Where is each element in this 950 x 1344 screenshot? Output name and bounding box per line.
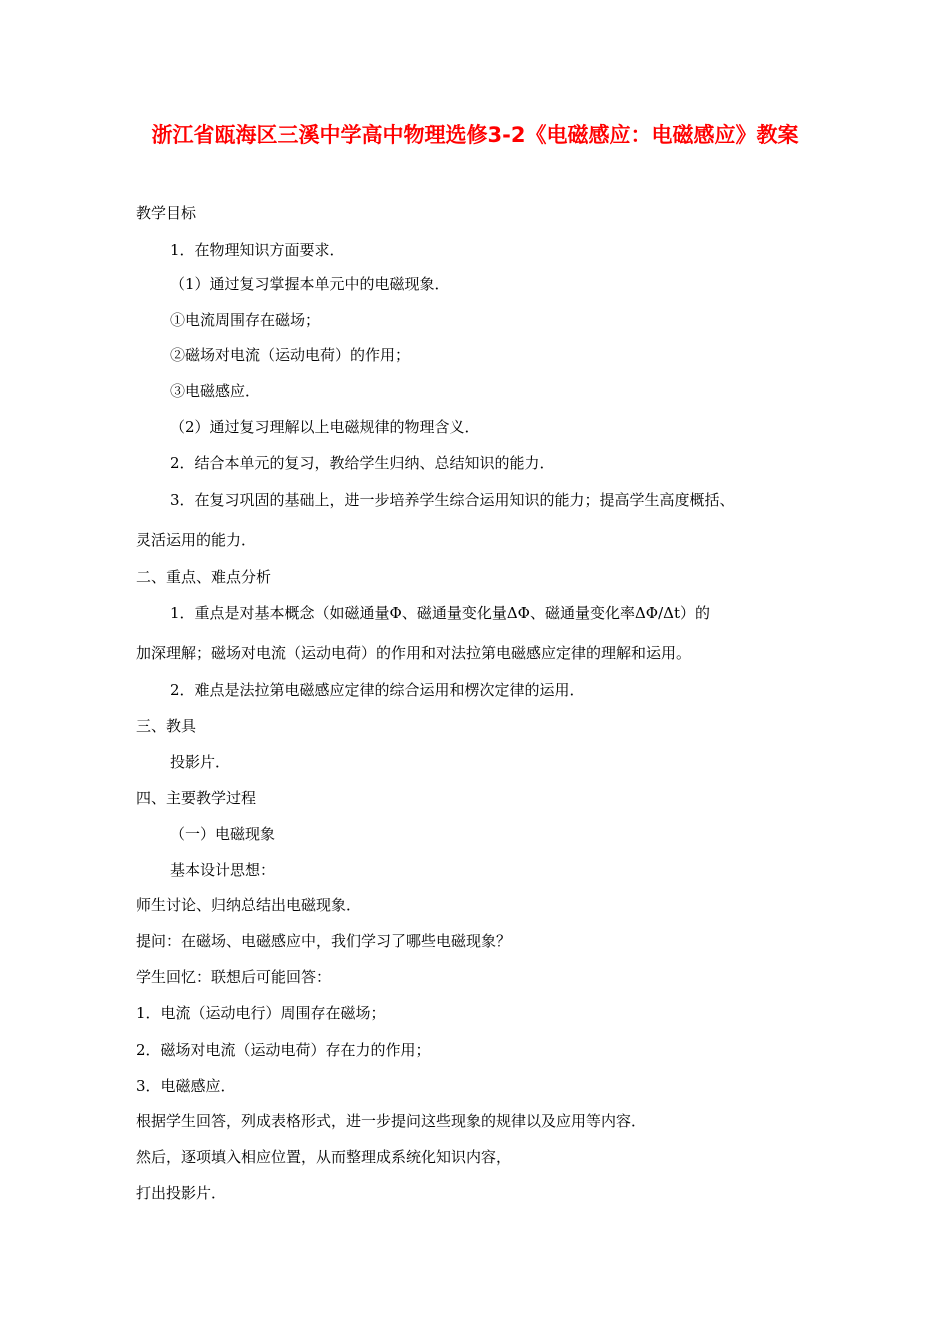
paragraph-line: 灵活运用的能力． <box>136 531 257 549</box>
list-item: 2．磁场对电流（运动电荷）存在力的作用； <box>136 1041 431 1059</box>
paragraph-line: 1．重点是对基本概念（如磁通量Φ、磁通量变化量ΔΦ、磁通量变化率ΔΦ/Δt）的 <box>170 604 711 622</box>
list-item: 1．电流（运动电行）周围存在磁场； <box>136 1004 386 1022</box>
list-item: ②磁场对电流（运动电荷）的作用； <box>170 346 411 364</box>
paragraph-line: 2．结合本单元的复习，教给学生归纳、总结知识的能力． <box>170 454 555 472</box>
paragraph-line: 然后，逐项填入相应位置，从而整理成系统化知识内容， <box>136 1148 512 1166</box>
paragraph-line: 提问：在磁场、电磁感应中，我们学习了哪些电磁现象？ <box>136 932 512 950</box>
section-heading-tools: 三、教具 <box>136 717 197 735</box>
paragraph-line: 根据学生回答，列成表格形式，进一步提问这些现象的规律以及应用等内容． <box>136 1112 647 1130</box>
list-item: 3．电磁感应． <box>136 1077 236 1095</box>
paragraph-line: 投影片． <box>170 753 231 771</box>
list-item: ③电磁感应． <box>170 382 261 400</box>
paragraph-line: 基本设计思想： <box>170 861 276 879</box>
paragraph-line: 加深理解；磁场对电流（运动电荷）的作用和对法拉第电磁感应定律的理解和运用。 <box>136 644 692 662</box>
paragraph-line: （2）通过复习理解以上电磁规律的物理含义． <box>170 418 480 436</box>
section-heading-key-points: 二、重点、难点分析 <box>136 568 272 586</box>
paragraph-line: 1．在物理知识方面要求． <box>170 241 345 259</box>
paragraph-line: 师生讨论、归纳总结出电磁现象． <box>136 896 362 914</box>
section-heading-process: 四、主要教学过程 <box>136 789 257 807</box>
paragraph-line: 打出投影片． <box>136 1184 227 1202</box>
document-title: 浙江省瓯海区三溪中学高中物理选修3-2《电磁感应：电磁感应》教案 <box>151 123 799 147</box>
paragraph-line: 学生回忆：联想后可能回答： <box>136 968 332 986</box>
list-item: ①电流周围存在磁场； <box>170 311 321 329</box>
subsection-heading: （一）电磁现象 <box>170 825 276 843</box>
paragraph-line: 2．难点是法拉第电磁感应定律的综合运用和楞次定律的运用． <box>170 681 585 699</box>
paragraph-line: 3．在复习巩固的基础上，进一步培养学生综合运用知识的能力；提高学生高度概括、 <box>170 491 735 509</box>
paragraph-line: （1）通过复习掌握本单元中的电磁现象． <box>170 275 450 293</box>
section-heading-objectives: 教学目标 <box>136 204 197 222</box>
